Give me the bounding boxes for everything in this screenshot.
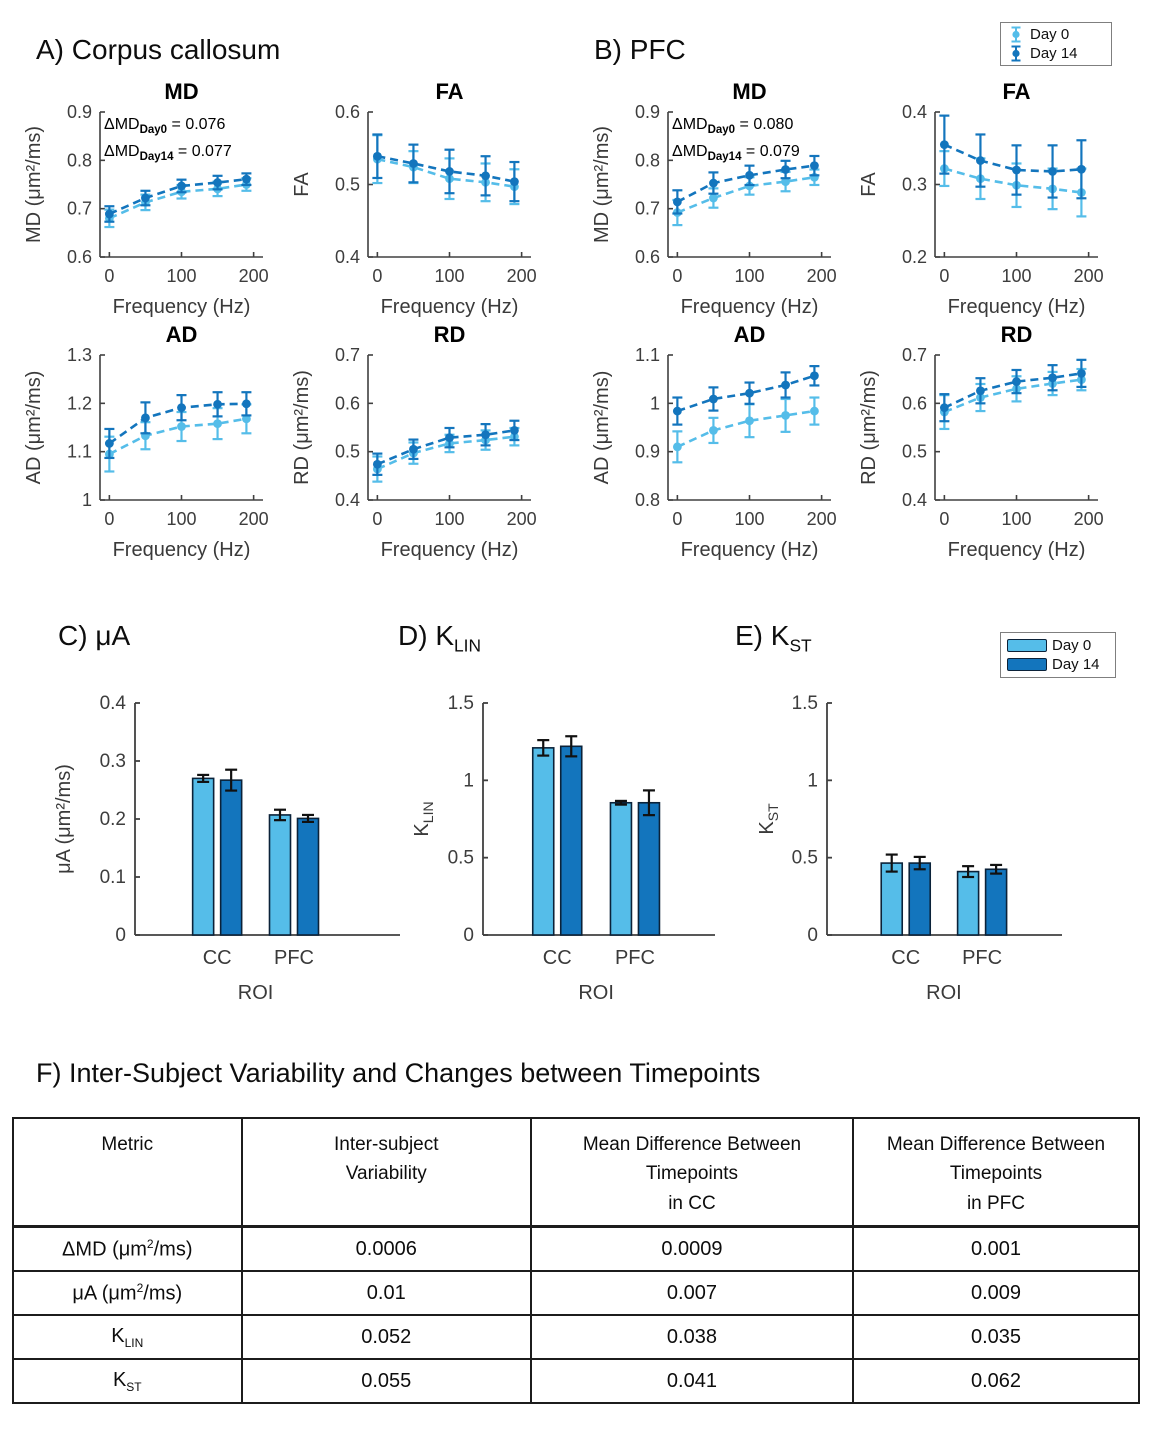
b-md-annotation-0: $\Delta MD_{Day0} = 0.080$ — [672, 116, 794, 136]
e-ytick: 0 — [807, 925, 818, 946]
metric-text: ΔMD (μm — [62, 1238, 147, 1261]
a-md-xtick: 200 — [238, 266, 269, 286]
value-cell-0: 0.055 — [242, 1359, 531, 1403]
e-bar-cc-day14 — [909, 863, 930, 935]
b-ad-ytick: 0.9 — [634, 441, 660, 462]
b-md-subplot — [591, 79, 837, 318]
b-rd-title: RD — [1000, 322, 1033, 347]
c-ytick: 0.3 — [99, 751, 126, 772]
d-ytick: 1.5 — [447, 693, 474, 714]
table-header-row — [13, 1118, 1139, 1227]
metric-text: 2 — [136, 1280, 144, 1295]
a-md-xtick: 100 — [166, 266, 197, 286]
a-fa-xtick: 100 — [434, 266, 465, 286]
title-text: D) K — [398, 620, 454, 651]
d-bar-cc-day0 — [533, 748, 554, 935]
a-fa-xtick: 0 — [372, 266, 383, 286]
b-rd-ytick: 0.5 — [901, 441, 927, 462]
variability-table — [12, 1117, 1140, 1404]
e-ytick: 1 — [807, 770, 818, 792]
b-md-xtick: 100 — [734, 266, 765, 286]
a-ad-xlabel: Frequency (Hz) — [112, 539, 251, 561]
a-md-ytick: 0.8 — [66, 150, 92, 171]
b-fa-xtick: 0 — [939, 266, 950, 286]
d-ytick: 1 — [463, 770, 474, 792]
b-ad-ylabel: AD (μm²/ms) — [591, 370, 613, 485]
metric-text: 2 — [146, 1236, 154, 1251]
table-header-line: Metric — [101, 1134, 154, 1155]
c-ytick: 0.2 — [99, 809, 126, 830]
e-bar-chart — [756, 693, 1062, 1004]
a-ad-ytick: 1 — [81, 490, 92, 510]
table-header-line: in PFC — [966, 1192, 1026, 1214]
line-charts-canvas — [0, 0, 1152, 618]
d-xlabel: ROI — [578, 982, 614, 1004]
value-cell-2: 0.035 — [853, 1315, 1139, 1359]
table-row-1 — [13, 1271, 1139, 1315]
b-fa-ytick: 0.3 — [901, 174, 927, 195]
b-rd-xtick: 100 — [1001, 509, 1032, 529]
a-ad-ytick: 1.3 — [66, 345, 92, 365]
a-rd-subplot — [291, 322, 537, 561]
value-cell-2: 0.062 — [853, 1359, 1139, 1403]
c-xlabel: ROI — [237, 982, 274, 1004]
a-md-ytick: 0.7 — [66, 198, 92, 219]
metric-cell — [13, 1271, 242, 1315]
a-ad-ytick: 1.1 — [66, 441, 92, 462]
panel-b-title-text: B) PFC — [594, 34, 686, 65]
b-fa-xlabel: Frequency (Hz) — [947, 296, 1086, 318]
a-rd-series-day14 — [372, 421, 519, 475]
c-axes — [135, 703, 400, 935]
c-category-cc: CC — [202, 947, 232, 969]
a-md-title: MD — [164, 79, 199, 104]
d-axes — [483, 703, 715, 935]
b-ad-subplot — [591, 322, 837, 561]
b-rd-xtick: 0 — [939, 509, 950, 529]
b-fa-ytick: 0.4 — [901, 102, 927, 122]
b-md-series-day0 — [672, 170, 819, 226]
b-ad-ytick: 1 — [649, 393, 660, 414]
d-bar-cc-day14 — [561, 746, 582, 935]
variability-table-head — [13, 1118, 1139, 1227]
b-ad-title: AD — [733, 322, 766, 347]
a-ad-xtick: 200 — [238, 509, 269, 529]
value-cell-0: 0.0006 — [242, 1227, 531, 1272]
c-ytick: 0 — [115, 925, 126, 946]
title-text: C) μA — [58, 620, 131, 651]
table-row-0 — [13, 1227, 1139, 1272]
panel-a-title-text: A) Corpus callosum — [36, 34, 281, 65]
e-xlabel: ROI — [926, 982, 962, 1004]
table-header-line: Variability — [345, 1163, 427, 1185]
b-rd-ytick: 0.6 — [901, 393, 927, 414]
table-header-cell-0 — [13, 1118, 242, 1227]
c-bar-cc-day14 — [221, 780, 242, 935]
d-category-cc: CC — [542, 947, 572, 969]
a-fa-xtick: 200 — [506, 266, 537, 286]
value-cell-2: 0.001 — [853, 1227, 1139, 1272]
e-bar-pfc-day14 — [986, 869, 1007, 935]
d-bar-pfc-day0 — [610, 803, 631, 935]
table-header-line: Timepoints — [949, 1163, 1043, 1185]
a-ad-title: AD — [165, 322, 198, 347]
a-fa-ytick: 0.4 — [334, 247, 360, 267]
legend-day14-label: Day 14 — [1030, 45, 1078, 62]
a-rd-ytick: 0.4 — [334, 490, 360, 510]
a-rd-xtick: 100 — [434, 509, 465, 529]
a-rd-xlabel: Frequency (Hz) — [380, 539, 519, 561]
bar-charts-canvas — [0, 618, 1152, 1048]
panel-f-title: F) Inter-Subject Variability and Changes between Timepoints — [36, 1058, 761, 1088]
b-ad-xtick: 100 — [734, 509, 765, 529]
b-fa-xtick: 100 — [1001, 266, 1032, 286]
a-ad-subplot — [23, 322, 269, 561]
table-header-line: in CC — [668, 1192, 716, 1214]
b-ad-xlabel: Frequency (Hz) — [680, 539, 819, 561]
c-ytick: 0.4 — [99, 693, 126, 714]
a-ad-xtick: 0 — [104, 509, 115, 529]
a-rd-ytick: 0.7 — [334, 345, 360, 365]
b-fa-xtick: 200 — [1073, 266, 1104, 286]
b-rd-xtick: 200 — [1073, 509, 1104, 529]
value-cell-1: 0.007 — [531, 1271, 853, 1315]
e-category-pfc: PFC — [962, 947, 1003, 969]
c-bar-pfc-day14 — [298, 818, 319, 935]
table-header-line: Mean Difference Between — [582, 1134, 802, 1155]
a-md-ytick: 0.9 — [66, 102, 92, 122]
b-fa-ytick: 0.2 — [901, 247, 927, 267]
e-bar-cc-day0 — [881, 863, 902, 935]
b-ad-ytick: 1.1 — [634, 345, 660, 365]
c-bar-chart — [53, 693, 400, 1004]
d-ytick: 0 — [463, 925, 474, 946]
title-text: E) K — [735, 620, 790, 651]
a-rd-ytick: 0.6 — [334, 393, 360, 414]
b-md-xtick: 0 — [672, 266, 683, 286]
b-fa-subplot — [858, 79, 1104, 318]
table-row-3 — [13, 1359, 1139, 1403]
e-ytick: 0.5 — [791, 847, 818, 869]
b-ad-series-day14 — [672, 366, 819, 424]
b-ad-series-day0 — [672, 398, 819, 463]
value-cell-0: 0.01 — [242, 1271, 531, 1315]
value-cell-1: 0.041 — [531, 1359, 853, 1403]
metric-text: K — [112, 1368, 127, 1391]
b-ad-ytick: 0.8 — [634, 490, 660, 510]
table-header-cell-2 — [531, 1118, 853, 1227]
c-ylabel: μA (μm²/ms) — [53, 764, 75, 874]
a-md-xtick: 0 — [104, 266, 115, 286]
a-md-ytick: 0.6 — [66, 247, 92, 267]
a-rd-title: RD — [433, 322, 466, 347]
value-cell-1: 0.0009 — [531, 1227, 853, 1272]
b-fa-ylabel: FA — [858, 172, 880, 197]
a-fa-series-day14 — [372, 134, 519, 201]
a-md-annotation-1: $\Delta MD_{Day14} = 0.077$ — [104, 143, 232, 163]
b-rd-ytick: 0.7 — [901, 345, 927, 365]
b-md-ytick: 0.8 — [634, 150, 660, 171]
table-row-2 — [13, 1315, 1139, 1359]
metric-cell — [13, 1359, 242, 1403]
metric-text: ST — [126, 1379, 142, 1394]
metric-text: μA (μm — [72, 1282, 137, 1305]
a-rd-xtick: 200 — [506, 509, 537, 529]
e-ytick: 1.5 — [791, 693, 818, 714]
legend2-day14-label: Day 14 — [1052, 656, 1100, 673]
table-header-cell-3 — [853, 1118, 1139, 1227]
table-header-cell-1 — [242, 1118, 531, 1227]
b-md-title: MD — [732, 79, 767, 104]
metric-cell — [13, 1227, 242, 1272]
b-rd-xlabel: Frequency (Hz) — [947, 539, 1086, 561]
b-md-ylabel: MD (μm²/ms) — [591, 125, 613, 244]
a-rd-ylabel: RD (μm²/ms) — [291, 370, 313, 485]
b-rd-ytick: 0.4 — [901, 490, 927, 510]
c-bar-cc-day0 — [193, 778, 214, 935]
b-md-ytick: 0.9 — [634, 102, 660, 122]
d-ytick: 0.5 — [447, 847, 474, 869]
metric-text: /ms) — [143, 1282, 183, 1305]
b-md-ytick: 0.6 — [634, 247, 660, 267]
metric-text: K — [111, 1324, 125, 1347]
title-script-text: ST — [789, 635, 812, 656]
value-cell-2: 0.009 — [853, 1271, 1139, 1315]
metric-text: /ms) — [153, 1238, 193, 1261]
d-ylabel: $K_{LIN}$ — [411, 801, 436, 837]
d-category-pfc: PFC — [614, 947, 655, 969]
a-md-ylabel: MD (μm²/ms) — [23, 125, 45, 244]
e-ylabel: $K_{ST}$ — [756, 803, 781, 835]
b-md-xtick: 200 — [806, 266, 837, 286]
a-md-annotation-0: $\Delta MD_{Day0} = 0.076$ — [104, 116, 226, 136]
a-fa-subplot — [291, 79, 537, 318]
b-md-annotation-1: $\Delta MD_{Day14} = 0.079$ — [672, 143, 800, 163]
b-fa-title: FA — [1002, 79, 1031, 104]
metric-cell — [13, 1315, 242, 1359]
c-category-pfc: PFC — [274, 947, 314, 969]
b-rd-subplot — [858, 322, 1104, 561]
table-header-line: Mean Difference Between — [886, 1134, 1106, 1155]
a-md-xlabel: Frequency (Hz) — [112, 296, 251, 318]
a-fa-ytick: 0.6 — [334, 102, 360, 122]
value-cell-1: 0.038 — [531, 1315, 853, 1359]
legend2-day0-label: Day 0 — [1052, 637, 1092, 654]
a-ad-ytick: 1.2 — [66, 393, 92, 414]
title-script-text: LIN — [454, 635, 482, 656]
e-bar-pfc-day0 — [958, 872, 979, 935]
value-cell-0: 0.052 — [242, 1315, 531, 1359]
a-fa-ylabel: FA — [291, 172, 313, 197]
b-ad-xtick: 0 — [672, 509, 683, 529]
legend-day0-label: Day 0 — [1030, 26, 1070, 43]
a-fa-xlabel: Frequency (Hz) — [380, 296, 519, 318]
d-bar-chart — [411, 693, 715, 1004]
b-md-ytick: 0.7 — [634, 198, 660, 219]
b-rd-ylabel: RD (μm²/ms) — [858, 370, 880, 485]
b-ad-xtick: 200 — [806, 509, 837, 529]
c-ytick: 0.1 — [99, 867, 126, 888]
e-axes — [827, 703, 1062, 935]
b-fa-series-day0 — [939, 151, 1086, 216]
variability-table-body — [13, 1227, 1139, 1404]
a-md-subplot — [23, 79, 269, 318]
b-md-xlabel: Frequency (Hz) — [680, 296, 819, 318]
e-category-cc: CC — [891, 947, 921, 969]
table-header-line: Timepoints — [645, 1163, 739, 1185]
table-header-line: Inter-subject — [333, 1134, 439, 1155]
a-ad-series-day0 — [104, 404, 251, 471]
a-fa-title: FA — [435, 79, 464, 104]
a-rd-xtick: 0 — [372, 509, 383, 529]
metric-text: LIN — [124, 1335, 144, 1350]
a-fa-ytick: 0.5 — [334, 174, 360, 195]
a-ad-ylabel: AD (μm²/ms) — [23, 370, 45, 485]
c-bar-pfc-day0 — [270, 815, 291, 935]
a-rd-ytick: 0.5 — [334, 441, 360, 462]
a-ad-xtick: 100 — [166, 509, 197, 529]
d-bar-pfc-day14 — [638, 803, 659, 935]
